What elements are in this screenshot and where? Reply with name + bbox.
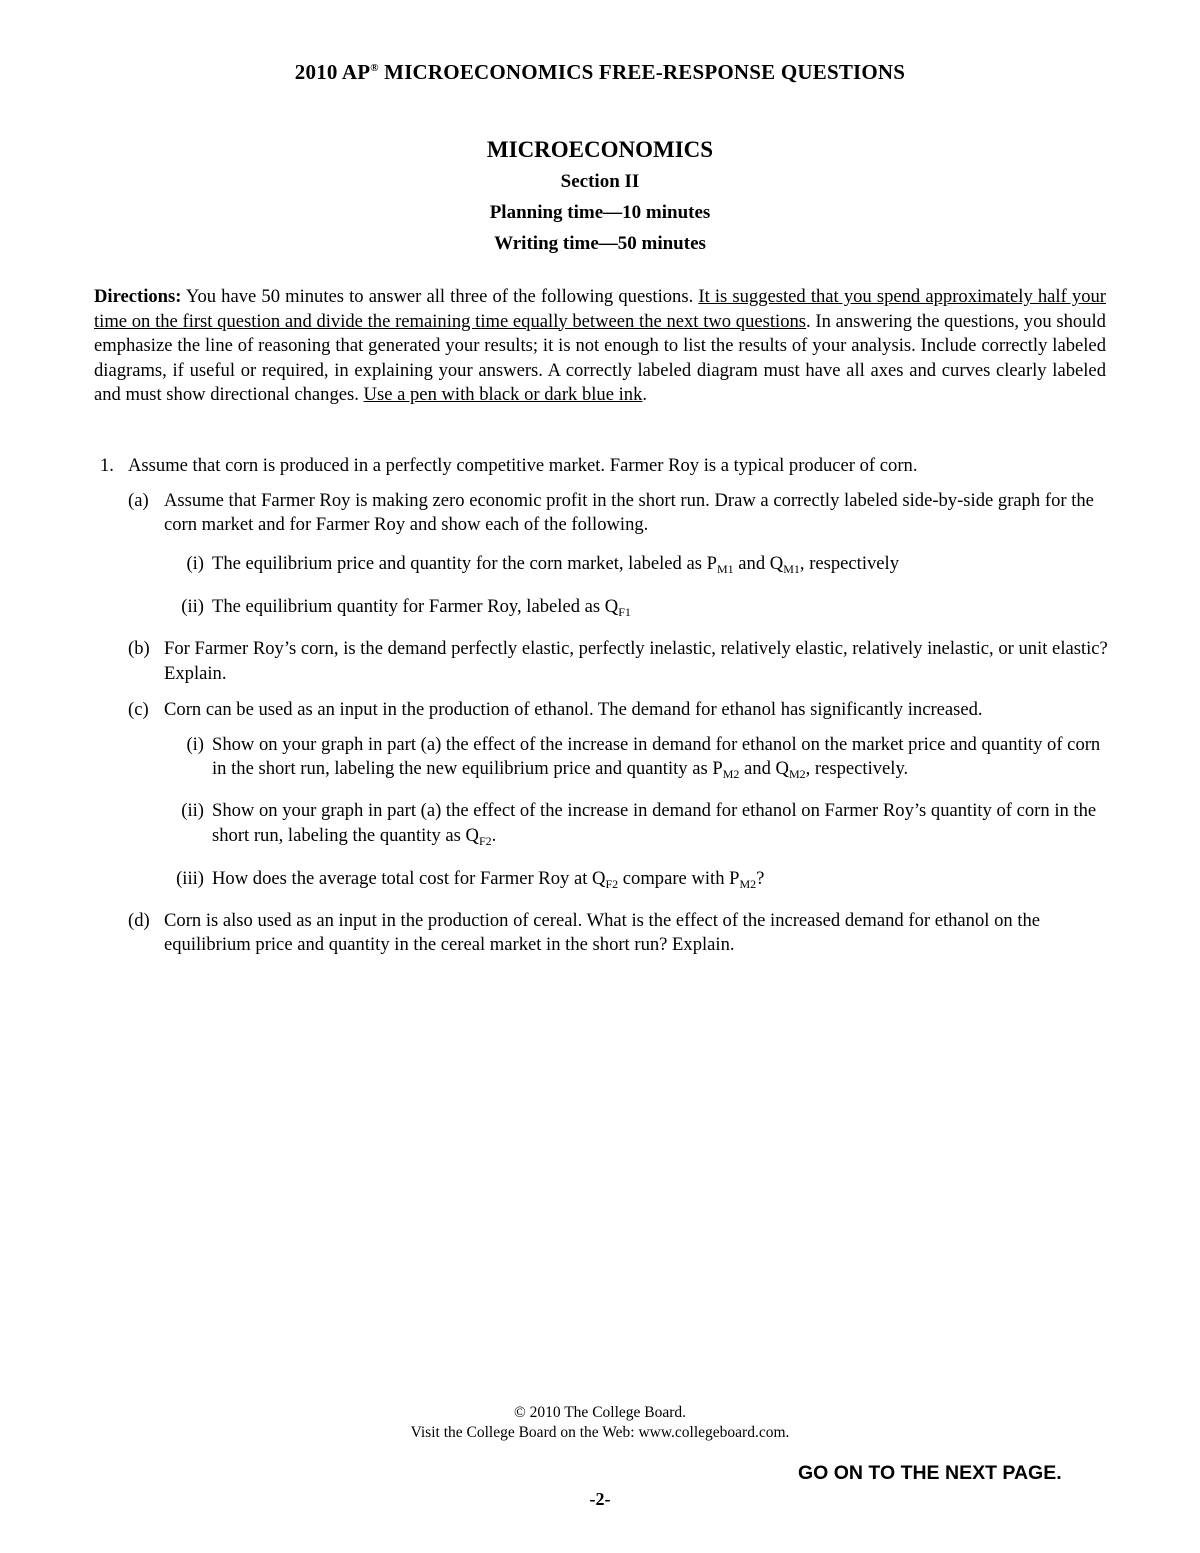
header-title-post: MICROECONOMICS FREE-RESPONSE QUESTIONS: [378, 60, 906, 84]
part-a-ii-text: The equilibrium quantity for Farmer Roy, labeled as $Q_{F1}$: [212, 596, 631, 620]
subject-title: MICROECONOMICS: [486, 137, 714, 162]
question-number: 1.: [100, 455, 114, 476]
part-c-i: [178, 733, 1110, 787]
part-c: [128, 698, 1110, 723]
part-c-ii: [178, 799, 1110, 853]
part-a-label: (a): [128, 489, 149, 511]
directions-text-2: . In answering the questions, you should emphasize the line of reasoning that generated your results; it is not enough to list the results of your analysis. Include correctly labeled diagrams, if useful or required, in explaining your answers. A correctly labeled diagram must have all axes and curves clearly labeled and must show directional changes.: [94, 310, 1106, 406]
visit-line: Visit the College Board on the Web: www.collegeboard.com.: [410, 1424, 790, 1441]
part-c-iii: [166, 867, 1110, 897]
footer-copyright: [0, 1403, 1200, 1443]
part-d-text: Corn is also used as an input in the production of cereal. What is the effect of the increased demand for ethanol on the equilibrium price and quantity in the cereal market in the short run? Explain.: [164, 909, 1041, 956]
part-c-ii-text: Show on your graph in part (a) the effect of the increase in demand for ethanol on Farmer Roy’s quantity of corn in the short run, labeling the quantity as $Q_{F2}$.: [212, 799, 1097, 848]
question-intro-text: Assume that corn is produced in a perfectly competitive market. Farmer Roy is a typical producer of corn.: [128, 455, 918, 476]
directions-text-3: .: [642, 384, 648, 406]
directions-paragraph: [94, 285, 1106, 408]
part-d-label: (d): [128, 909, 150, 931]
part-a-i-text: The equilibrium price and quantity for the corn market, labeled as $P_{M1}$ and $Q_{M1}$, respectively: [212, 552, 900, 576]
part-c-ii-label: (ii): [181, 799, 204, 821]
part-a-i: [178, 552, 1110, 582]
section-title: Section II: [560, 171, 640, 192]
copyright-line: © 2010 The College Board.: [513, 1404, 687, 1421]
page-header: [0, 60, 1200, 85]
part-d: [128, 909, 1110, 958]
question-1: [100, 454, 1110, 958]
part-a-i-label: (i): [186, 552, 204, 574]
next-page-notice: GO ON TO THE NEXT PAGE.: [798, 1462, 1062, 1484]
part-c-label: (c): [128, 699, 149, 721]
writing-time: Writing time—50 minutes: [494, 233, 706, 254]
registered-mark: ®: [370, 62, 379, 74]
header-title-pre: 2010 AP: [294, 60, 371, 84]
directions-underlined-1: It is suggested that you spend approximately half your time on the first question and divide the remaining time equally between the next two questions: [94, 286, 1106, 332]
part-a: [128, 489, 1110, 538]
directions-lead: Directions:: [94, 286, 182, 307]
title-block: [0, 134, 1200, 259]
part-c-text: Corn can be used as an input in the production of ethanol. The demand for ethanol has significantly increased.: [164, 699, 983, 721]
part-b-label: (b): [128, 637, 150, 659]
part-a-ii-label: (ii): [181, 596, 204, 618]
part-a-ii: [178, 595, 1110, 625]
directions-underlined-2: Use a pen with black or dark blue ink: [363, 384, 643, 406]
part-b: [128, 637, 1110, 686]
planning-time: Planning time—10 minutes: [489, 202, 711, 223]
part-a-text: Assume that Farmer Roy is making zero economic profit in the short run. Draw a correctly labeled side-by-side graph for the corn market and for Farmer Roy and show each of the following.: [164, 489, 1094, 536]
directions-text-1: You have 50 minutes to answer all three of the following questions.: [181, 286, 699, 307]
part-c-i-label: (i): [186, 733, 204, 755]
page-number: -2-: [589, 1489, 611, 1509]
part-c-iii-label: (iii): [176, 868, 204, 890]
question-1-intro: [100, 454, 1110, 479]
part-b-text: For Farmer Roy’s corn, is the demand perfectly elastic, perfectly inelastic, relatively elastic, relatively inelastic, or unit elastic? Explain.: [164, 637, 1108, 684]
part-c-i-text: Show on your graph in part (a) the effect of the increase in demand for ethanol on the market price and quantity of corn in the short run, labeling the new equilibrium price and quantity as $P_{M2}$ and $Q_{M2}$, respectively.: [212, 733, 1101, 782]
part-c-iii-text: How does the average total cost for Farmer Roy at $Q_{F2}$ compare with $P_{M2}$?: [212, 868, 765, 892]
